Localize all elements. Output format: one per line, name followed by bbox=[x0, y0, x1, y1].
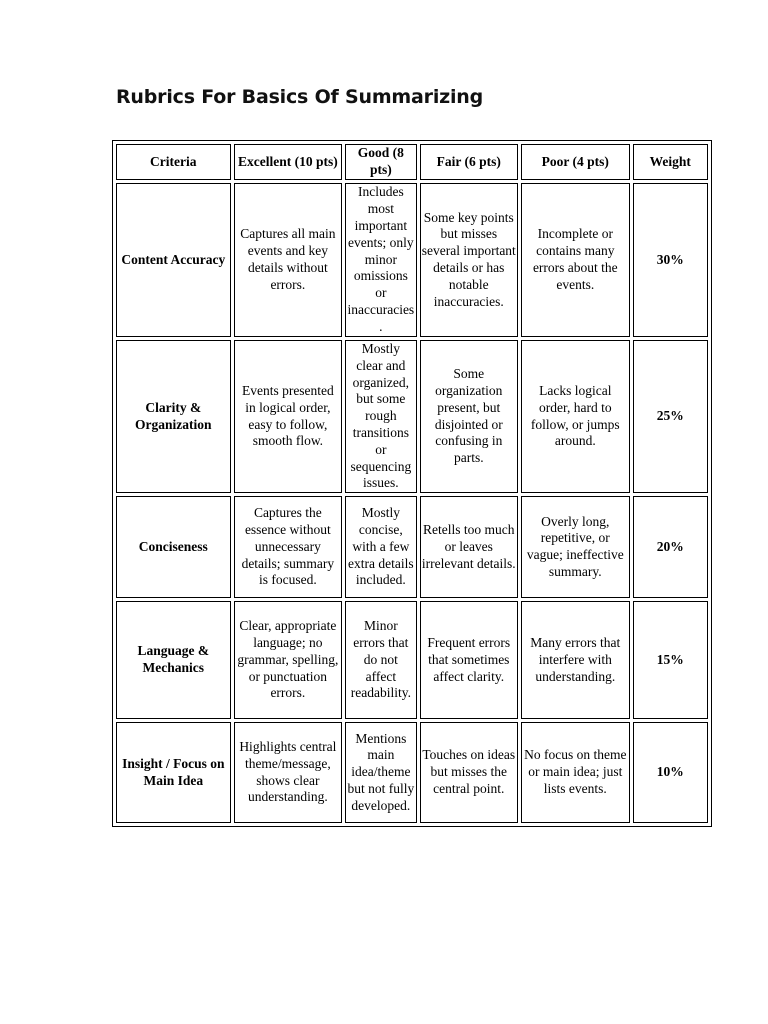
fair-cell: Retells too much or leaves irrelevant details. bbox=[420, 496, 519, 598]
criteria-cell: Insight / Focus on Main Idea bbox=[116, 722, 231, 823]
table-header-row bbox=[116, 144, 708, 180]
good-cell: Mostly clear and organized, but some rough transitions or sequencing issues. bbox=[345, 340, 416, 493]
good-cell: Minor errors that do not affect readability. bbox=[345, 601, 416, 719]
excellent-cell: Captures all main events and key details without errors. bbox=[234, 183, 343, 337]
table-row bbox=[116, 340, 708, 493]
rubric-table bbox=[112, 140, 712, 827]
weight-cell: 15% bbox=[633, 601, 708, 719]
good-cell: Mostly concise, with a few extra details included. bbox=[345, 496, 416, 598]
criteria-cell: Clarity & Organization bbox=[116, 340, 231, 493]
weight-cell: 30% bbox=[633, 183, 708, 337]
poor-cell: Many errors that interfere with understanding. bbox=[521, 601, 630, 719]
excellent-cell: Highlights central theme/message, shows clear understanding. bbox=[234, 722, 343, 823]
header-weight: Weight bbox=[633, 144, 708, 180]
good-cell: Mentions main idea/theme but not fully developed. bbox=[345, 722, 416, 823]
table-row bbox=[116, 496, 708, 598]
weight-cell: 10% bbox=[633, 722, 708, 823]
table-row bbox=[116, 183, 708, 337]
fair-cell: Frequent errors that sometimes affect clarity. bbox=[420, 601, 519, 719]
header-poor: Poor (4 pts) bbox=[521, 144, 630, 180]
header-fair: Fair (6 pts) bbox=[420, 144, 519, 180]
table-row bbox=[116, 722, 708, 823]
header-excellent: Excellent (10 pts) bbox=[234, 144, 343, 180]
weight-cell: 20% bbox=[633, 496, 708, 598]
header-criteria: Criteria bbox=[116, 144, 231, 180]
criteria-cell: Content Accuracy bbox=[116, 183, 231, 337]
fair-cell: Some organization present, but disjointed or confusing in parts. bbox=[420, 340, 519, 493]
poor-cell: Incomplete or contains many errors about the events. bbox=[521, 183, 630, 337]
poor-cell: Lacks logical order, hard to follow, or jumps around. bbox=[521, 340, 630, 493]
table-row bbox=[116, 601, 708, 719]
excellent-cell: Clear, appropriate language; no grammar, spelling, or punctuation errors. bbox=[234, 601, 343, 719]
criteria-cell: Language & Mechanics bbox=[116, 601, 231, 719]
fair-cell: Touches on ideas but misses the central point. bbox=[420, 722, 519, 823]
criteria-cell: Conciseness bbox=[116, 496, 231, 598]
header-good: Good (8 pts) bbox=[345, 144, 416, 180]
weight-cell: 25% bbox=[633, 340, 708, 493]
poor-cell: No focus on theme or main idea; just lists events. bbox=[521, 722, 630, 823]
excellent-cell: Captures the essence without unnecessary details; summary is focused. bbox=[234, 496, 343, 598]
excellent-cell: Events presented in logical order, easy to follow, smooth flow. bbox=[234, 340, 343, 493]
page-title: Rubrics For Basics Of Summarizing bbox=[116, 86, 484, 108]
poor-cell: Overly long, repetitive, or vague; ineffective summary. bbox=[521, 496, 630, 598]
good-cell: Includes most important events; only minor omissions or inaccuracies. bbox=[345, 183, 416, 337]
fair-cell: Some key points but misses several important details or has notable inaccuracies. bbox=[420, 183, 519, 337]
